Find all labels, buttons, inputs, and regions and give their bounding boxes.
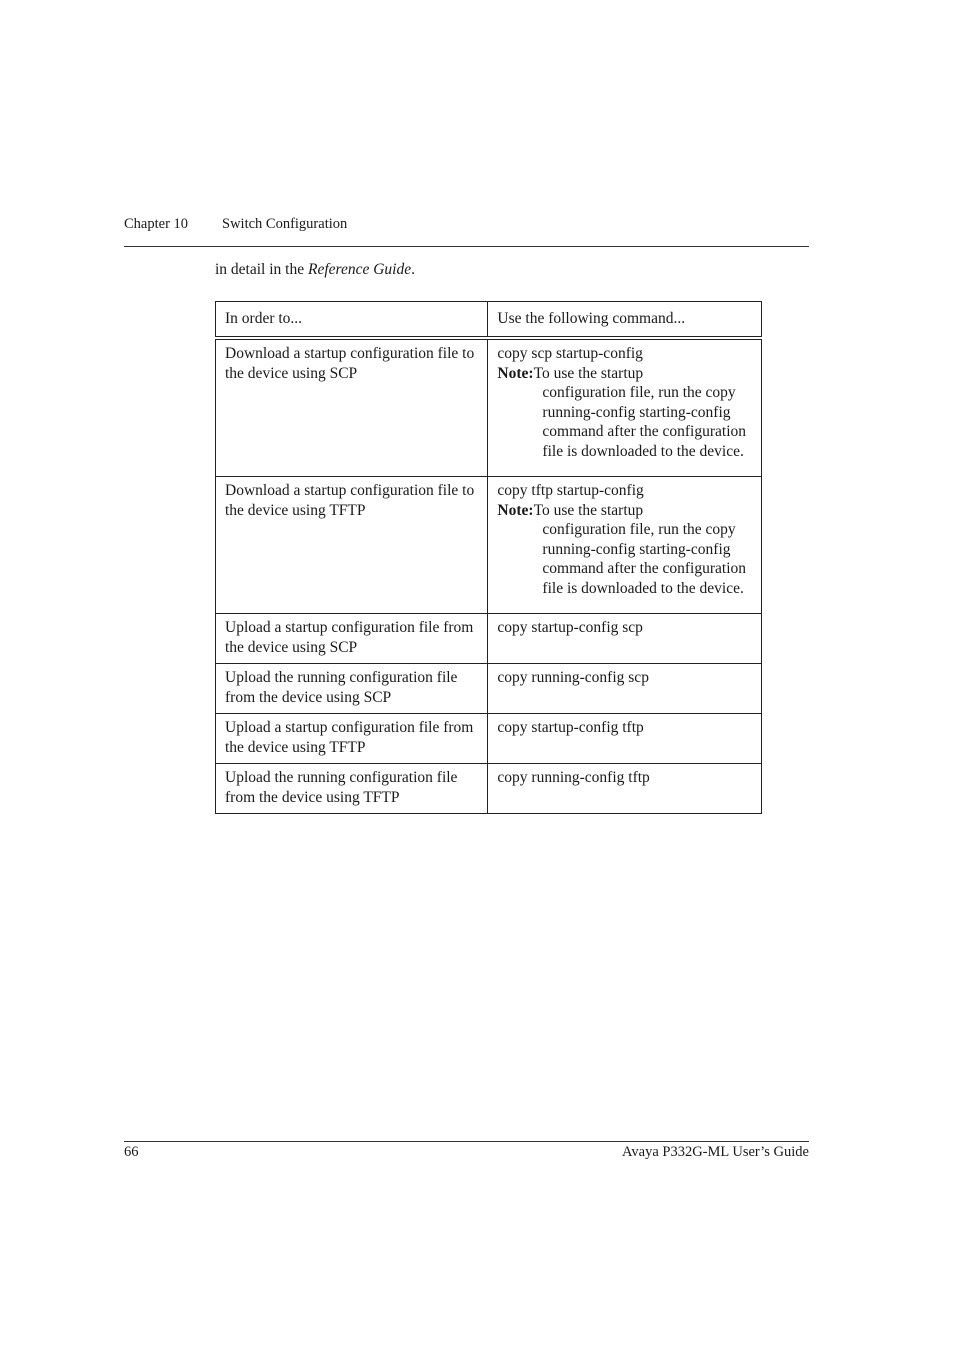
action-cell: Upload a startup configuration file from the device using TFTP [216, 714, 488, 764]
header-divider [124, 246, 809, 247]
note [497, 501, 752, 599]
command-cell [488, 477, 762, 614]
action-cell: Download a startup configuration file to the device using TFTP [216, 477, 488, 614]
table-row [216, 614, 762, 664]
page-number: 66 [124, 1144, 139, 1160]
command-cell: copy running-config scp [488, 664, 762, 714]
table-row [216, 664, 762, 714]
note-text: configuration file, run the copy running-config starting-config command after the configuration file is downloaded to the device. [542, 384, 746, 460]
command-cell: copy startup-config tftp [488, 714, 762, 764]
table-row [216, 764, 762, 814]
action-cell: Upload the running configuration file from the device using SCP [216, 664, 488, 714]
command-table [215, 301, 762, 814]
command-cell [488, 338, 762, 477]
intro-suffix: . [411, 261, 415, 278]
note [497, 364, 752, 462]
guide-title: Avaya P332G-ML User’s Guide [622, 1144, 809, 1160]
table-header-row [216, 302, 762, 339]
note-text: configuration file, run the copy running-config starting-config command after the configuration file is downloaded to the device. [542, 521, 746, 597]
command-text: copy scp startup-config [497, 345, 643, 362]
note-label: Note: [497, 501, 534, 519]
table-row [216, 477, 762, 614]
intro-prefix: in detail in the [215, 261, 308, 278]
action-cell: Upload the running configuration file from the device using TFTP [216, 764, 488, 814]
note-label: Note: [497, 364, 534, 382]
table-row [216, 338, 762, 477]
column-header-action: In order to... [216, 302, 488, 339]
note-text-first: To use the startup [533, 364, 644, 382]
table-row [216, 714, 762, 764]
command-cell: copy running-config tftp [488, 764, 762, 814]
chapter-label: Chapter 10 [124, 216, 189, 232]
note-text-first: To use the startup [533, 501, 644, 519]
footer-divider [124, 1141, 809, 1142]
intro-paragraph [215, 261, 415, 279]
column-header-command: Use the following command... [488, 302, 762, 339]
reference-guide-link-text: Reference Guide [307, 261, 412, 278]
section-title: Switch Configuration [222, 216, 348, 232]
command-text: copy tftp startup-config [497, 482, 644, 499]
command-cell: copy startup-config scp [488, 614, 762, 664]
action-cell: Upload a startup configuration file from the device using SCP [216, 614, 488, 664]
action-cell: Download a startup configuration file to the device using SCP [216, 338, 488, 477]
